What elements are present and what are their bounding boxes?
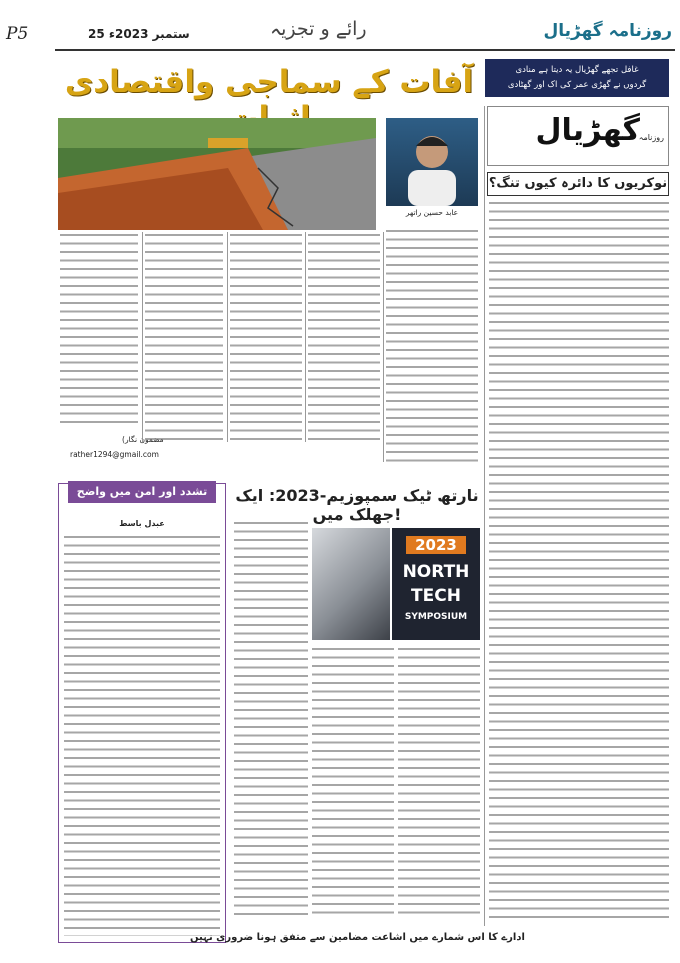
author-email: rather1294@gmail.com xyxy=(70,450,159,459)
page-number: P5 xyxy=(6,24,29,44)
header-rule xyxy=(55,49,675,51)
box-article-body xyxy=(64,534,220,936)
article-column-2 xyxy=(145,232,223,442)
masthead: روزنامہ گھڑیال xyxy=(543,21,672,41)
issue-date: 25 ستمبر 2023ء xyxy=(88,27,190,41)
north-tech-logo-year: 2023 xyxy=(406,536,466,554)
article-column-3 xyxy=(230,232,302,442)
article-column-4 xyxy=(308,232,380,442)
north-tech-column-3 xyxy=(398,646,480,918)
north-tech-column-1 xyxy=(234,520,308,920)
north-tech-logo-line2: TECH xyxy=(411,586,461,606)
column-divider xyxy=(383,232,384,462)
column-divider xyxy=(227,232,228,442)
north-tech-column-2 xyxy=(312,646,394,918)
landslide-photo xyxy=(58,118,376,230)
section-title: رائے و تجزیہ xyxy=(270,18,367,40)
column-article-body xyxy=(489,200,669,920)
tagline-line2: گردوں نے گھڑی عمر کی اک اور گھٹادی xyxy=(507,80,647,90)
tagline-line1: غافل تجھے گھڑیال یہ دیتا ہے منادی xyxy=(515,65,639,75)
north-tech-headline: نارتھ ٹیک سمپوزیم-2023: ایک جھلک میں! xyxy=(235,486,479,524)
box-article-headline: تشدد اور امن میں واضح فرق xyxy=(68,481,216,503)
landslide-illustration xyxy=(58,118,376,230)
ghariyal-logo xyxy=(487,106,669,166)
logo-small-text: روزنامہ xyxy=(638,133,664,142)
column-divider xyxy=(484,106,485,926)
author-caption: عابد حسین راتھر xyxy=(405,208,459,217)
column-divider xyxy=(305,232,306,442)
author-photo xyxy=(386,118,478,206)
article-column-1 xyxy=(60,232,138,428)
footer-disclaimer: ادارے کا اس شمارے میں اشاعت مضامین سے متفق ہونا ضروری نہیں xyxy=(190,932,525,943)
logo-main-text: گھڑیال xyxy=(535,113,640,148)
north-tech-logo xyxy=(392,528,480,640)
box-article-author: عبدل باسط xyxy=(119,519,165,528)
author-signoff: (مضمون نگار xyxy=(122,435,164,444)
north-tech-photo xyxy=(312,528,390,640)
article-column-5 xyxy=(386,228,478,462)
north-tech-logo-line1: NORTH xyxy=(402,562,470,582)
north-tech-logo-line3: SYMPOSIUM xyxy=(404,612,468,622)
column-divider xyxy=(142,232,143,442)
column-headline: نوکریوں کا دائرہ کیوں تنگ؟ xyxy=(487,172,669,196)
main-headline: آفات کے سماجی واقتصادی xyxy=(64,64,474,100)
tagline-box xyxy=(485,59,669,97)
